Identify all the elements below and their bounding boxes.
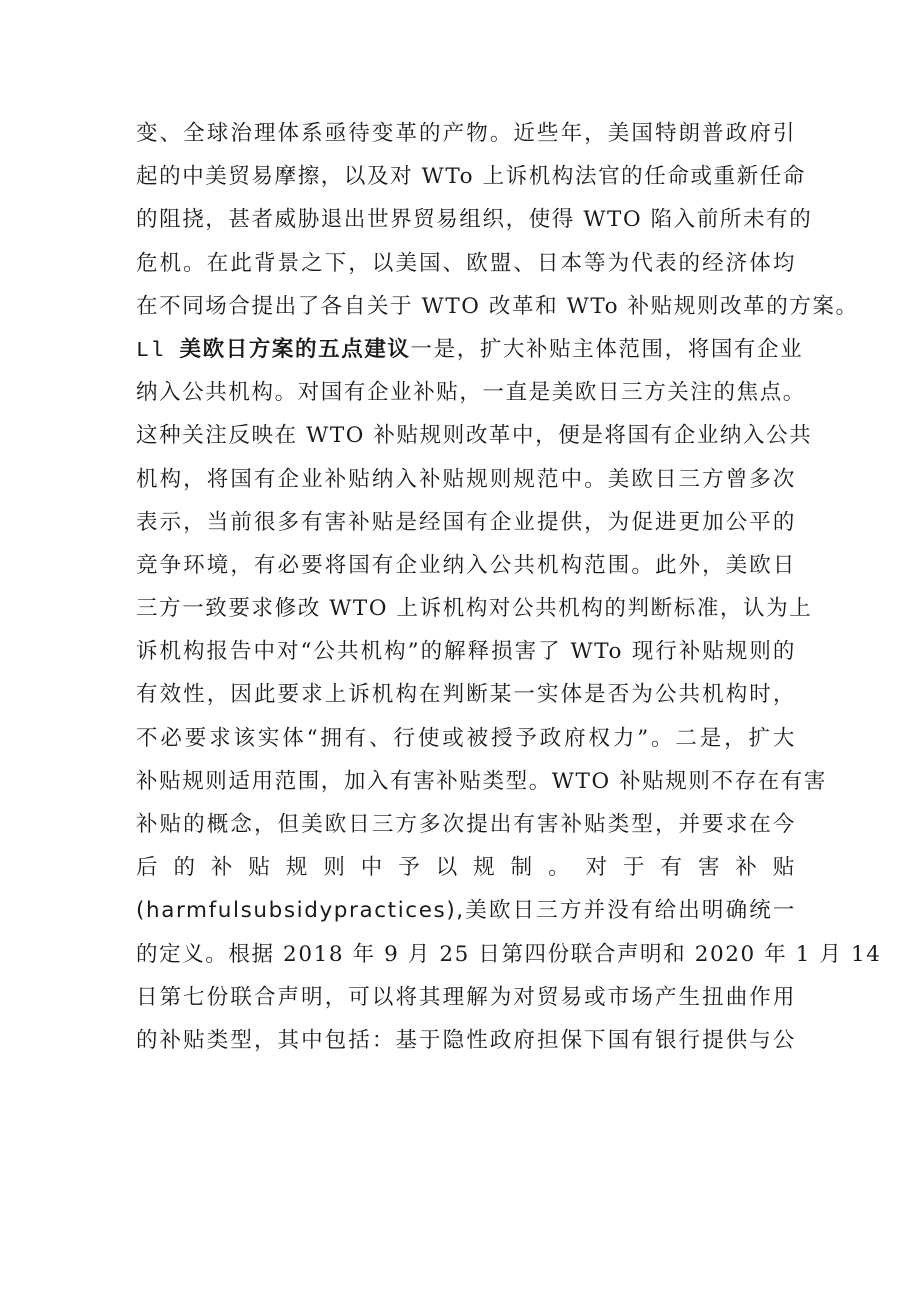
text-line-8: 这种关注反映在 WTO 补贴规则改革中，便是将国有企业纳入公共 [136,423,813,449]
text-line-4: 危机。在此背景之下，以美国、欧盟、日本等为代表的经济体均 [136,250,796,276]
text-line-15: 不必要求该实体“拥有、行使或被授予政府权力”。二是，扩大 [136,725,796,751]
text-line-22: 的补贴类型，其中包括：基于隐性政府担保下国有银行提供与公 [136,1027,796,1053]
heading-line-rest: 一是，扩大补贴主体范围，将国有企业 [410,336,804,362]
text-line-18: 后的补贴规则中予以规制。对于有害补贴 [136,855,796,881]
section-heading-line [136,328,804,371]
heading-prefix: Ll [136,338,180,363]
text-line-19: (harmfulsubsidypractices),美欧日三方并没有给出明确统一 [136,898,796,924]
body-text [136,112,882,1062]
text-line-11: 竞争环境，有必要将国有企业纳入公共机构范围。此外，美欧日 [136,552,796,578]
text-line-10: 表示，当前很多有害补贴是经国有企业提供，为促进更加公平的 [136,509,796,535]
text-line-9: 机构，将国有企业补贴纳入补贴规则规范中。美欧日三方曾多次 [136,466,796,492]
text-line-5: 在不同场合提出了各自关于 WTO 改革和 WTo 补贴规则改革的方案。 [136,293,859,319]
text-line-17: 补贴的概念，但美欧日三方多次提出有害补贴类型，并要求在今 [136,812,796,837]
text-line-3: 的阻挠，甚者威胁退出世界贸易组织，使得 WTO 陷入前所未有的 [136,207,813,233]
section-heading: 美欧日方案的五点建议 [179,336,411,362]
text-line-21: 日第七份联合声明，可以将其理解为对贸易或市场产生扭曲作用 [136,984,796,1010]
text-line-1: 变、全球治理体系亟待变革的产物。近些年，美国特朗普政府引 [136,121,796,146]
text-line-7: 纳入公共机构。对国有企业补贴，一直是美欧日三方关注的焦点。 [136,380,806,406]
text-line-16: 补贴规则适用范围，加入有害补贴类型。WTO 补贴规则不存在有害 [136,768,828,794]
text-line-20: 的定义。根据 2018 年 9 月 25 日第四份联合声明和 2020 年 1 月 14 [136,941,882,967]
text-line-13: 诉机构报告中对“公共机构”的解释损害了 WTo 现行补贴规则的 [136,639,796,665]
text-line-2: 起的中美贸易摩擦，以及对 WTo 上诉机构法官的任命或重新任命 [136,164,806,190]
text-line-12: 三方一致要求修改 WTO 上诉机构对公共机构的判断标准，认为上 [136,596,813,622]
text-line-14: 有效性，因此要求上诉机构在判断某一实体是否为公共机构时， [136,682,796,708]
